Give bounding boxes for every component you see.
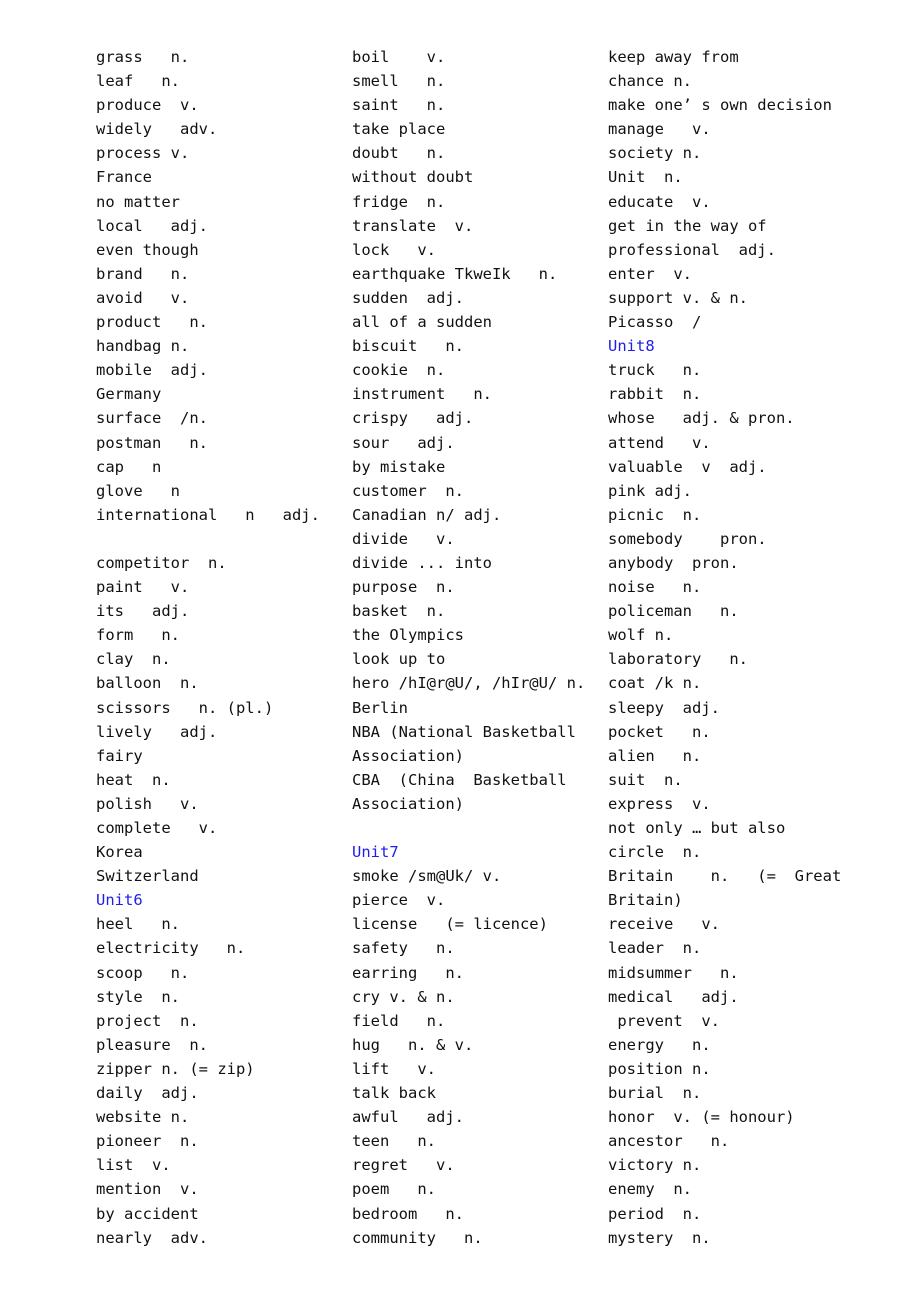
vocabulary-entry: local adj.: [96, 216, 208, 235]
vocabulary-entry: doubt n.: [352, 144, 446, 163]
vocabulary-column-1: [96, 45, 336, 1250]
vocabulary-entry: cry v. & n.: [352, 987, 455, 1006]
vocabulary-entry: instrument n.: [352, 385, 492, 404]
vocabulary-entry: style n.: [96, 987, 180, 1006]
unit-heading: Unit6: [96, 891, 143, 910]
vocabulary-entry: scissors n. (pl.): [96, 698, 274, 717]
vocabulary-entry: fairy: [96, 746, 143, 765]
unit-heading: Unit7: [352, 843, 399, 862]
vocabulary-entry: pink adj.: [608, 481, 692, 500]
vocabulary-entry: leader n.: [608, 939, 702, 958]
vocabulary-entry: cap n: [96, 457, 162, 476]
vocabulary-entry: polish v.: [96, 794, 199, 813]
vocabulary-entry: suit n.: [608, 770, 683, 789]
vocabulary-entry: divide v.: [352, 529, 455, 548]
vocabulary-entry: circle n.: [608, 843, 702, 862]
vocabulary-entry: all of a sudden: [352, 313, 492, 332]
vocabulary-entry: poem n.: [352, 1180, 436, 1199]
vocabulary-entry: heel n.: [96, 915, 180, 934]
vocabulary-entry: postman n.: [96, 433, 208, 452]
vocabulary-entry: avoid v.: [96, 288, 190, 307]
vocabulary-entry: produce v.: [96, 96, 199, 115]
vocabulary-entry: fridge n.: [352, 192, 446, 211]
vocabulary-entry: not only … but also: [608, 819, 786, 837]
vocabulary-entry: look up to: [352, 650, 446, 669]
vocabulary-entry: teen n.: [352, 1132, 436, 1151]
vocabulary-entry: keep away from: [608, 48, 739, 66]
vocabulary-entry: get in the way of: [608, 216, 767, 235]
vocabulary-entry: community n.: [352, 1228, 483, 1247]
vocabulary-entry: sudden adj.: [352, 288, 464, 307]
vocabulary-entry: make one’ s own decision: [608, 96, 832, 115]
vocabulary-entry: paint v.: [96, 578, 190, 597]
vocabulary-entry: hug n. & v.: [352, 1035, 474, 1054]
vocabulary-entry: prevent v.: [608, 1011, 720, 1030]
vocabulary-entry: Britain): [608, 891, 683, 910]
vocabulary-entry: handbag n.: [96, 337, 190, 356]
vocabulary-entry: list v.: [96, 1156, 171, 1175]
vocabulary-entry: no matter: [96, 192, 180, 211]
vocabulary-entry: brand n.: [96, 264, 190, 283]
vocabulary-entry: sour adj.: [352, 433, 455, 452]
vocabulary-entry: the Olympics: [352, 626, 464, 645]
vocabulary-entry: CBA (China Basketball: [352, 770, 567, 789]
vocabulary-entry: mention v.: [96, 1180, 199, 1199]
vocabulary-entry: biscuit n.: [352, 337, 464, 356]
vocabulary-entry: Unit n.: [608, 168, 683, 187]
vocabulary-entry: express v.: [608, 794, 711, 813]
vocabulary-entry: zipper n. (= zip): [96, 1059, 255, 1078]
vocabulary-entry: glove n: [96, 481, 180, 500]
vocabulary-entry: its adj.: [96, 602, 190, 621]
vocabulary-entry: earring n.: [352, 963, 464, 982]
unit-heading: Unit8: [608, 337, 655, 356]
vocabulary-entry: medical adj.: [608, 987, 739, 1006]
vocabulary-entry: surface /n.: [96, 409, 208, 428]
vocabulary-entry: crispy adj.: [352, 409, 474, 428]
vocabulary-entry: sleepy adj.: [608, 698, 720, 717]
vocabulary-entry: Korea: [96, 843, 143, 862]
vocabulary-entry: noise n.: [608, 578, 702, 597]
vocabulary-entry: honor v. (= honour): [608, 1108, 795, 1127]
vocabulary-entry: saint n.: [352, 96, 446, 115]
vocabulary-entry: lock v.: [352, 240, 436, 259]
vocabulary-entry: anybody pron.: [608, 553, 739, 572]
vocabulary-entry: enter v.: [608, 264, 692, 283]
vocabulary-entry: position n.: [608, 1059, 711, 1078]
blank-line: [96, 527, 336, 551]
vocabulary-entry: awful adj.: [352, 1108, 464, 1127]
vocabulary-entry: smell n.: [352, 72, 446, 91]
vocabulary-entry: picnic n.: [608, 505, 702, 524]
vocabulary-entry: competitor n.: [96, 553, 227, 572]
vocabulary-entry: laboratory n.: [608, 650, 748, 669]
vocabulary-entry: enemy n.: [608, 1180, 692, 1199]
vocabulary-entry: website n.: [96, 1108, 190, 1127]
vocabulary-entry: hero /hI@r@U/, /hIr@U/ n.: [352, 674, 586, 693]
vocabulary-entry: pioneer n.: [96, 1132, 199, 1151]
vocabulary-entry: lively adj.: [96, 722, 218, 741]
vocabulary-entry: balloon n.: [96, 674, 199, 693]
vocabulary-entry: complete v.: [96, 819, 218, 837]
vocabulary-entry: cookie n.: [352, 361, 446, 380]
vocabulary-entry: widely adv.: [96, 120, 218, 139]
vocabulary-entry: talk back: [352, 1084, 436, 1103]
vocabulary-entry: boil v.: [352, 48, 446, 66]
vocabulary-entry: mobile adj.: [96, 361, 208, 380]
vocabulary-entry: international n adj.: [96, 505, 320, 524]
vocabulary-entry: pierce v.: [352, 891, 446, 910]
vocabulary-entry: purpose n.: [352, 578, 455, 597]
vocabulary-entry: somebody pron.: [608, 529, 767, 548]
vocabulary-entry: without doubt: [352, 168, 474, 187]
vocabulary-entry: valuable v adj.: [608, 457, 767, 476]
vocabulary-entry: Switzerland: [96, 867, 199, 886]
vocabulary-entry: grass n.: [96, 48, 190, 66]
vocabulary-entry: truck n.: [608, 361, 702, 380]
vocabulary-entry: by accident: [96, 1204, 199, 1223]
vocabulary-entry: NBA (National Basketball: [352, 722, 576, 741]
vocabulary-entry: product n.: [96, 313, 208, 332]
vocabulary-entry: ancestor n.: [608, 1132, 730, 1151]
vocabulary-entry: burial n.: [608, 1084, 702, 1103]
vocabulary-entry: basket n.: [352, 602, 446, 621]
vocabulary-column-2: [352, 45, 592, 1250]
vocabulary-entry: electricity n.: [96, 939, 246, 958]
vocabulary-entry: take place: [352, 120, 446, 139]
vocabulary-entry: rabbit n.: [608, 385, 702, 404]
vocabulary-entry: divide ... into: [352, 553, 492, 572]
vocabulary-entry: safety n.: [352, 939, 455, 958]
vocabulary-entry: smoke /sm@Uk/ v.: [352, 867, 502, 886]
vocabulary-entry: pocket n.: [608, 722, 711, 741]
vocabulary-entry: alien n.: [608, 746, 702, 765]
vocabulary-entry: support v. & n.: [608, 288, 748, 307]
vocabulary-entry: license (= licence): [352, 915, 548, 934]
vocabulary-entry: translate v.: [352, 216, 474, 235]
vocabulary-entry: leaf n.: [96, 72, 180, 91]
vocabulary-entry: whose adj. & pron.: [608, 409, 795, 428]
vocabulary-entry: heat n.: [96, 770, 171, 789]
vocabulary-entry: nearly adv.: [96, 1228, 208, 1247]
vocabulary-column-3: [608, 45, 848, 1250]
vocabulary-entry: even though: [96, 240, 199, 259]
vocabulary-entry: coat /k n.: [608, 674, 702, 693]
vocabulary-entry: scoop n.: [96, 963, 190, 982]
vocabulary-entry: France: [96, 168, 152, 187]
vocabulary-entry: mystery n.: [608, 1228, 711, 1247]
vocabulary-entry: educate v.: [608, 192, 711, 211]
vocabulary-entry: project n.: [96, 1011, 199, 1030]
vocabulary-entry: by mistake: [352, 457, 446, 476]
vocabulary-entry: policeman n.: [608, 602, 739, 621]
vocabulary-entry: society n.: [608, 144, 702, 163]
vocabulary-entry: Berlin: [352, 698, 408, 717]
vocabulary-entry: field n.: [352, 1011, 446, 1030]
vocabulary-entry: Picasso /: [608, 313, 702, 332]
vocabulary-entry: period n.: [608, 1204, 702, 1223]
vocabulary-entry: energy n.: [608, 1035, 711, 1054]
vocabulary-entry: pleasure n.: [96, 1035, 208, 1054]
vocabulary-entry: Germany: [96, 385, 162, 404]
vocabulary-entry: daily adj.: [96, 1084, 199, 1103]
vocabulary-entry: manage v.: [608, 120, 711, 139]
vocabulary-entry: chance n.: [608, 72, 692, 91]
vocabulary-entry: Association): [352, 794, 464, 813]
vocabulary-entry: victory n.: [608, 1156, 702, 1175]
vocabulary-entry: Britain n. (= Great: [608, 867, 842, 886]
vocabulary-entry: attend v.: [608, 433, 711, 452]
vocabulary-entry: wolf n.: [608, 626, 674, 645]
vocabulary-entry: Association): [352, 746, 464, 765]
vocabulary-entry: receive v.: [608, 915, 720, 934]
vocabulary-entry: form n.: [96, 626, 180, 645]
vocabulary-entry: Canadian n/ adj.: [352, 505, 502, 524]
blank-line: [352, 816, 592, 840]
vocabulary-entry: lift v.: [352, 1059, 436, 1078]
vocabulary-entry: professional adj.: [608, 240, 776, 259]
vocabulary-entry: earthquake TkweIk n.: [352, 264, 558, 283]
vocabulary-entry: clay n.: [96, 650, 171, 669]
vocabulary-entry: bedroom n.: [352, 1204, 464, 1223]
vocabulary-entry: regret v.: [352, 1156, 455, 1175]
vocabulary-entry: midsummer n.: [608, 963, 739, 982]
vocabulary-entry: process v.: [96, 144, 190, 163]
vocabulary-entry: customer n.: [352, 481, 464, 500]
